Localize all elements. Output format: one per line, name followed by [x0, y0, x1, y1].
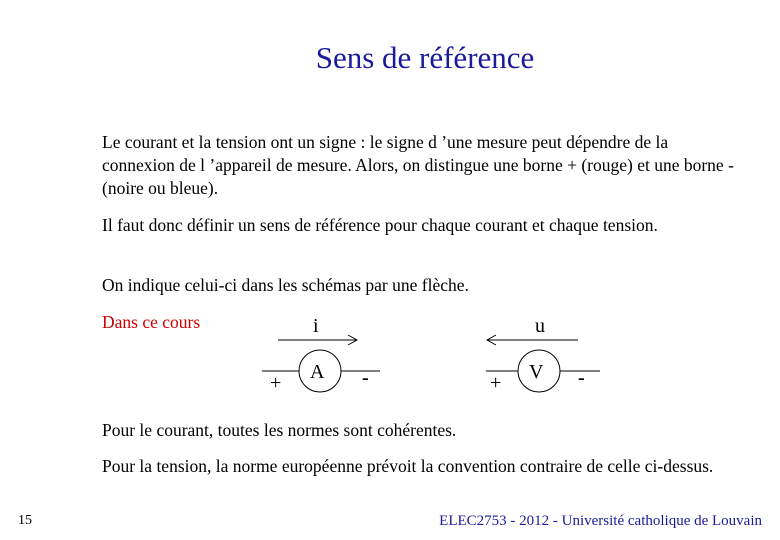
ammeter-symbol: A — [310, 361, 325, 383]
voltmeter-plus-terminal: + — [490, 372, 502, 394]
current-label-i: i — [313, 315, 319, 337]
paragraph-voltage-norms: Pour la tension, la norme européenne prévoit la convention contraire de celle ci-dessus. — [102, 456, 714, 476]
ammeter-group — [262, 315, 380, 394]
ammeter-plus-terminal: + — [270, 372, 282, 394]
slide-title: Sens de référence — [315, 40, 535, 75]
footer-source: ELEC2753 - 2012 - Université catholique de Louvain — [439, 513, 762, 529]
voltmeter-symbol: V — [529, 361, 544, 383]
voltage-label-u: u — [535, 315, 545, 337]
ammeter-minus-terminal: - — [362, 367, 369, 389]
page-number: 15 — [18, 513, 32, 528]
paragraph-current-norms: Pour le courant, toutes les normes sont cohérentes. — [102, 420, 457, 440]
paragraph-arrow-indication: On indique celui-ci dans les schémas par une flèche. — [102, 275, 469, 295]
course-convention-label: Dans ce cours — [102, 312, 201, 332]
paragraph-reference-direction: Il faut donc définir un sens de référence pour chaque courant et chaque tension. — [102, 215, 658, 235]
voltmeter-minus-terminal: - — [578, 367, 585, 389]
paragraph-sign-convention: Le courant et la tension ont un signe : le signe d ’une mesure peut dépendre de la connexion de l ’appareil de mesure. Alors, on distingue une borne + (rouge) et une borne - (noire ou bleue). — [102, 132, 734, 198]
voltmeter-group — [486, 315, 600, 394]
